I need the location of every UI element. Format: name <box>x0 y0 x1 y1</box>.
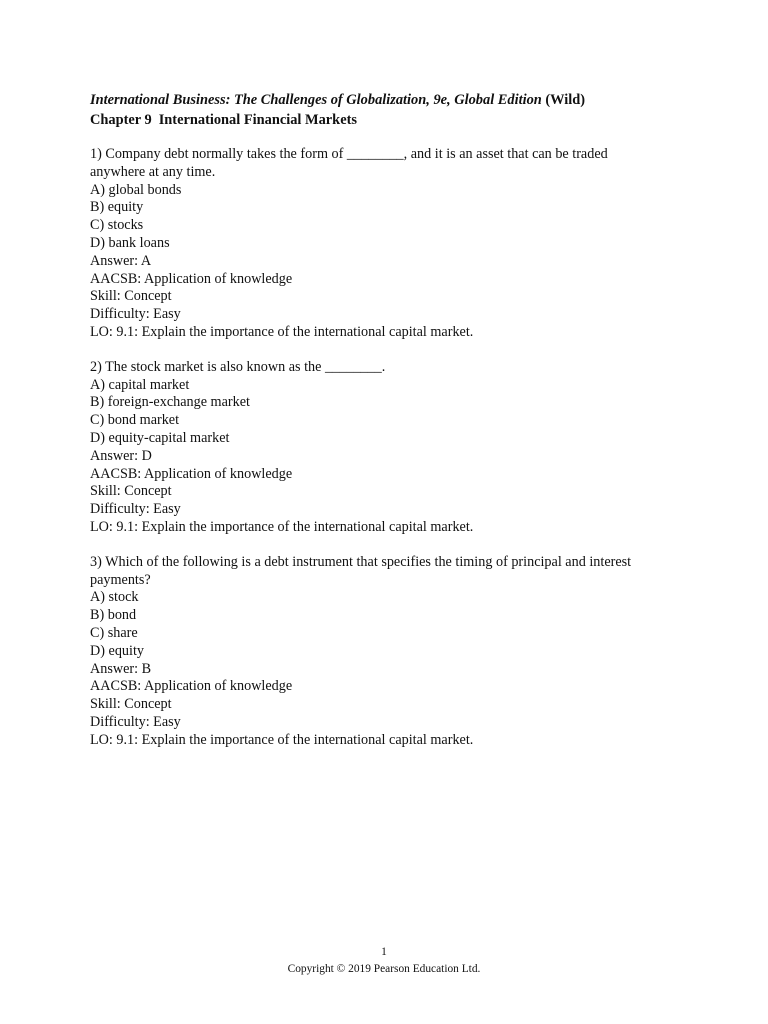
question-stem-line: payments? <box>90 571 151 588</box>
answer-option: B) bond <box>90 607 137 624</box>
answer-option: C) share <box>90 624 138 641</box>
copyright-notice: Copyright © 2019 Pearson Education Ltd. <box>287 963 481 975</box>
difficulty-tag: Difficulty: Easy <box>90 501 181 518</box>
answer-option: B) equity <box>90 199 144 216</box>
chapter-name: International Financial Markets <box>158 112 357 128</box>
page-number: 1 <box>381 946 387 958</box>
answer-option: A) capital market <box>90 376 190 393</box>
aacsb-tag: AACSB: Application of knowledge <box>90 270 293 287</box>
answer-key: Answer: A <box>90 252 152 269</box>
skill-tag: Skill: Concept <box>90 288 172 305</box>
skill-tag: Skill: Concept <box>90 696 172 713</box>
answer-option: D) equity <box>90 642 144 659</box>
question-stem-line: 2) The stock market is also known as the ________. <box>90 358 386 375</box>
answer-option: D) bank loans <box>90 234 170 251</box>
answer-option: C) bond market <box>90 412 180 429</box>
skill-tag: Skill: Concept <box>90 483 172 500</box>
question-stem-line: anywhere at any time. <box>90 163 216 180</box>
aacsb-tag: AACSB: Application of knowledge <box>90 678 293 695</box>
answer-key: Answer: D <box>90 447 152 464</box>
answer-option: D) equity-capital market <box>90 429 230 446</box>
chapter-heading <box>90 110 690 130</box>
question-2 <box>90 359 690 537</box>
answer-option: A) stock <box>90 589 139 606</box>
answer-option: B) foreign-exchange market <box>90 394 250 411</box>
difficulty-tag: Difficulty: Easy <box>90 713 181 730</box>
question-3 <box>90 554 690 750</box>
aacsb-tag: AACSB: Application of knowledge <box>90 465 293 482</box>
book-author: (Wild) <box>541 92 586 108</box>
learning-objective: LO: 9.1: Explain the importance of the international capital market. <box>90 323 474 340</box>
question-stem-line: 1) Company debt normally takes the form of ________, and it is an asset that can be traded <box>90 146 608 162</box>
answer-key: Answer: B <box>90 660 152 677</box>
answer-option: A) global bonds <box>90 181 182 198</box>
learning-objective: LO: 9.1: Explain the importance of the international capital market. <box>90 518 474 535</box>
book-title <box>90 90 690 110</box>
answer-option: C) stocks <box>90 217 144 234</box>
question-1 <box>90 146 690 342</box>
document-page <box>90 90 690 767</box>
question-stem-line: 3) Which of the following is a debt instrument that specifies the timing of principal and interest <box>90 553 632 570</box>
chapter-label: Chapter 9 <box>90 112 152 128</box>
learning-objective: LO: 9.1: Explain the importance of the international capital market. <box>90 731 474 748</box>
book-title-text: International Business: The Challenges of Globalization, 9e, Global Edition <box>90 92 542 108</box>
difficulty-tag: Difficulty: Easy <box>90 306 181 323</box>
